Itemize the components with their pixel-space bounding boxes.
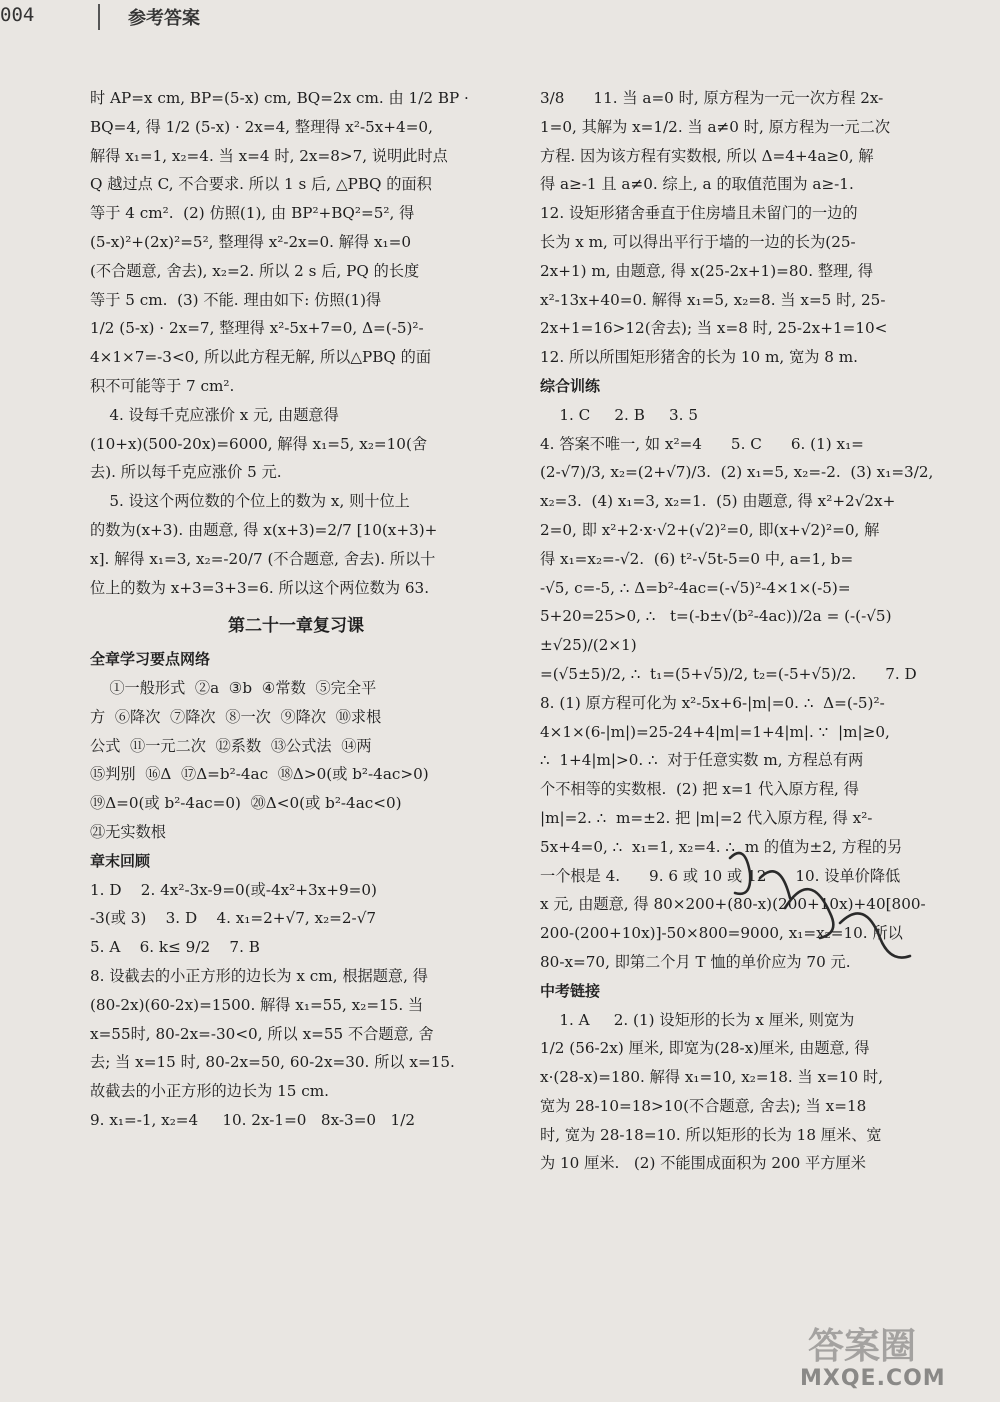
text-line: 5x+4=0, ∴ x₁=1, x₂=4. ∴ m 的值为±2, 方程的另 <box>540 837 903 856</box>
text-line: x²-13x+40=0. 解得 x₁=5, x₂=8. 当 x=5 时, 25- <box>540 290 886 309</box>
text-line: 为 10 厘米. (2) 不能围成面积为 200 平方厘米 <box>540 1154 866 1173</box>
exam-answers <box>540 1006 940 1179</box>
text-line: 5+20=25>0, ∴ t=(-b±√(b²-4ac))/2a = (-(-√5)±√25)/(2×1) <box>540 607 892 655</box>
text-line: 8. 设截去的小正方形的边长为 x cm, 根据题意, 得 <box>90 966 428 985</box>
text-line: ⑮判别 ⑯Δ ⑰Δ=b²-4ac ⑱Δ>0(或 b²-4ac>0) <box>90 765 429 784</box>
text-line: 方 ⑥降次 ⑦降次 ⑧一次 ⑨降次 ⑩求根 <box>90 707 382 726</box>
training-heading: 综合训练 <box>540 376 601 395</box>
text-line: x₂=3. (4) x₁=3, x₂=1. (5) 由题意, 得 x²+2√2x+ <box>540 492 896 511</box>
text-line: x 元, 由题意, 得 80×200+(80-x)(200+10x)+40[800- <box>540 895 926 914</box>
text-line: ⑲Δ=0(或 b²-4ac=0) ⑳Δ<0(或 b²-4ac<0) <box>90 794 402 813</box>
header-divider <box>98 4 100 30</box>
text-line: 解得 x₁=1, x₂=4. 当 x=4 时, 2x=8>7, 说明此时点 <box>90 146 448 165</box>
text-line: (2-√7)/3, x₂=(2+√7)/3. (2) x₁=5, x₂=-2. (3) x₁=3/2, <box>540 463 934 482</box>
text-line: 1. A 2. (1) 设矩形的长为 x 厘米, 则宽为 <box>540 1010 855 1029</box>
watermark-url: MXQE.COM <box>800 1366 946 1391</box>
text-line: 方程. 因为该方程有实数根, 所以 Δ=4+4a≥0, 解 <box>540 146 874 165</box>
text-line: 积不可能等于 7 cm². <box>90 376 235 395</box>
review-heading: 第二十一章复习课 <box>228 616 364 637</box>
text-line: 的数为(x+3). 由题意, 得 x(x+3)=2/7 [10(x+3)+ <box>90 520 438 539</box>
text-line: (10+x)(500-20x)=6000, 解得 x₁=5, x₂=10(舍 <box>90 434 428 453</box>
text-line: 9. x₁=-1, x₂=4 10. 2x-1=0 8x-3=0 1/2 <box>90 1110 416 1129</box>
text-line: 时 AP=x cm, BP=(5-x) cm, BQ=2x cm. 由 1/2 BP · <box>90 89 469 107</box>
handwriting-scribble <box>690 838 920 978</box>
text-line: 故截去的小正方形的边长为 15 cm. <box>90 1082 329 1101</box>
left-column <box>90 84 502 1135</box>
text-line: 去; 当 x=15 时, 80-2x=50, 60-2x=30. 所以 x=15. <box>90 1053 455 1072</box>
text-line: 1. C 2. B 3. 5 <box>540 405 698 424</box>
text-line: BQ=4, 得 1/2 (5-x) · 2x=4, 整理得 x²-5x+4=0, <box>90 117 433 136</box>
text-line: 8. (1) 原方程可化为 x²-5x+6-|m|=0. ∴ Δ=(-5)²- <box>540 693 885 712</box>
text-line: (5-x)²+(2x)²=5², 整理得 x²-2x=0. 解得 x₁=0 <box>90 232 412 251</box>
page-number: 004 <box>0 4 35 26</box>
left-answers <box>90 84 502 602</box>
text-line: 个不相等的实数根. (2) 把 x=1 代入原方程, 得 <box>540 780 859 799</box>
text-line: 1/2 (56-2x) 厘米, 即宽为(28-x)厘米, 由题意, 得 <box>540 1039 870 1058</box>
text-line: 12. 所以所围矩形猪舍的长为 10 m, 宽为 8 m. <box>540 348 859 367</box>
watermark <box>790 1318 995 1398</box>
text-line: |m|=2. ∴ m=±2. 把 |m|=2 代入原方程, 得 x²- <box>540 808 873 827</box>
text-line: x]. 解得 x₁=3, x₂=-20/7 (不合题意, 舍去). 所以十 <box>90 549 436 568</box>
text-line: 位上的数为 x+3=3+3=6. 所以这个两位数为 63. <box>90 578 430 597</box>
text-line: -√5, c=-5, ∴ Δ=b²-4ac=(-√5)²-4×1×(-5)= <box>540 578 851 597</box>
text-line: Q 越过点 C, 不合要求. 所以 1 s 后, △PBQ 的面积 <box>90 175 432 194</box>
text-line: 12. 设矩形猪舍垂直于住房墙且未留门的一边的 <box>540 204 858 223</box>
text-line: 2x+1) m, 由题意, 得 x(25-2x+1)=80. 整理, 得 <box>540 261 874 280</box>
text-line: 宽为 28-10=18>10(不合题意, 舍去); 当 x=18 <box>540 1096 867 1115</box>
text-line: 长为 x m, 可以得出平行于墙的一边的长为(25- <box>540 232 856 251</box>
text-line: ①一般形式 ②a ③b ④常数 ⑤完全平 <box>90 678 377 697</box>
text-line: 一个根是 4. 9. 6 或 10 或 12 10. 设单价降低 <box>540 866 901 885</box>
text-line: ∴ 1+4|m|>0. ∴ 对于任意实数 m, 方程总有两 <box>540 751 864 770</box>
text-line: =(√5±5)/2, ∴ t₁=(5+√5)/2, t₂=(-5+√5)/2. 7. D <box>540 664 917 683</box>
text-line: 5. A 6. k≤ 9/2 7. B <box>90 938 260 957</box>
chapter-heading: 章末回顾 <box>90 851 151 870</box>
text-line: x=55时, 80-2x=-30<0, 所以 x=55 不合题意, 舍 <box>90 1024 434 1043</box>
text-line: 时, 宽为 28-18=10. 所以矩形的长为 18 厘米、宽 <box>540 1125 882 1144</box>
network-list <box>90 674 502 847</box>
text-line: 4×1×(6-|m|)=25-24+4|m|=1+4|m|. ∵ |m|≥0, <box>540 722 890 741</box>
text-line: -3(或 3) 3. D 4. x₁=2+√7, x₂=2-√7 <box>90 909 377 928</box>
network-heading: 全章学习要点网络 <box>90 650 211 669</box>
text-line: 80-x=70, 即第二个月 T 恤的单价应为 70 元. <box>540 952 851 971</box>
text-line: x·(28-x)=180. 解得 x₁=10, x₂=18. 当 x=10 时, <box>540 1068 884 1087</box>
text-line: 1=0, 其解为 x=1/2. 当 a≠0 时, 原方程为一元二次 <box>540 117 891 136</box>
text-line: 4. 答案不唯一, 如 x²=4 5. C 6. (1) x₁= <box>540 434 864 453</box>
text-line: 去). 所以每千克应涨价 5 元. <box>90 463 282 482</box>
text-line: 等于 5 cm. (3) 不能. 理由如下: 仿照(1)得 <box>90 290 382 309</box>
text-line: 得 x₁=x₂=-√2. (6) t²-√5t-5=0 中, a=1, b= <box>540 549 854 568</box>
text-line: 等于 4 cm². (2) 仿照(1), 由 BP²+BQ²=5², 得 <box>90 204 415 223</box>
text-line: (80-2x)(60-2x)=1500. 解得 x₁=55, x₂=15. 当 <box>90 995 424 1014</box>
text-line: 5. 设这个两位数的个位上的数为 x, 则十位上 <box>90 492 410 511</box>
chapter-review <box>90 876 502 1135</box>
text-line: 2=0, 即 x²+2·x·√2+(√2)²=0, 即(x+√2)²=0, 解 <box>540 520 880 539</box>
header-title: 参考答案 <box>128 8 200 29</box>
text-line: 2x+1=16>12(舍去); 当 x=8 时, 25-2x+1=10< <box>540 319 888 338</box>
text-line: 4. 设每千克应涨价 x 元, 由题意得 <box>90 405 339 424</box>
text-line: ㉑无实数根 <box>90 822 166 841</box>
watermark-logo: 答案圈 <box>808 1326 917 1367</box>
text-line: 得 a≥-1 且 a≠0. 综上, a 的取值范围为 a≥-1. <box>540 175 854 194</box>
text-line: 4×1×7=-3<0, 所以此方程无解, 所以△PBQ 的面 <box>90 348 432 367</box>
text-line: 1/2 (5-x) · 2x=7, 整理得 x²-5x+7=0, Δ=(-5)²- <box>90 319 424 338</box>
text-line: 1. D 2. 4x²-3x-9=0(或-4x²+3x+9=0) <box>90 880 377 899</box>
text-line: 公式 ⑪一元二次 ⑫系数 ⑬公式法 ⑭两 <box>90 736 372 755</box>
right-answers <box>540 84 940 372</box>
text-line: 200-(200+10x)]-50×800=9000, x₁=x₂=10. 所以 <box>540 924 903 943</box>
exam-heading: 中考链接 <box>540 981 601 1000</box>
text-line: 3/8 11. 当 a=0 时, 原方程为一元一次方程 2x- <box>540 89 884 107</box>
page-header <box>0 0 1000 40</box>
text-line: (不合题意, 舍去), x₂=2. 所以 2 s 后, PQ 的长度 <box>90 261 420 280</box>
right-column <box>540 84 940 1178</box>
